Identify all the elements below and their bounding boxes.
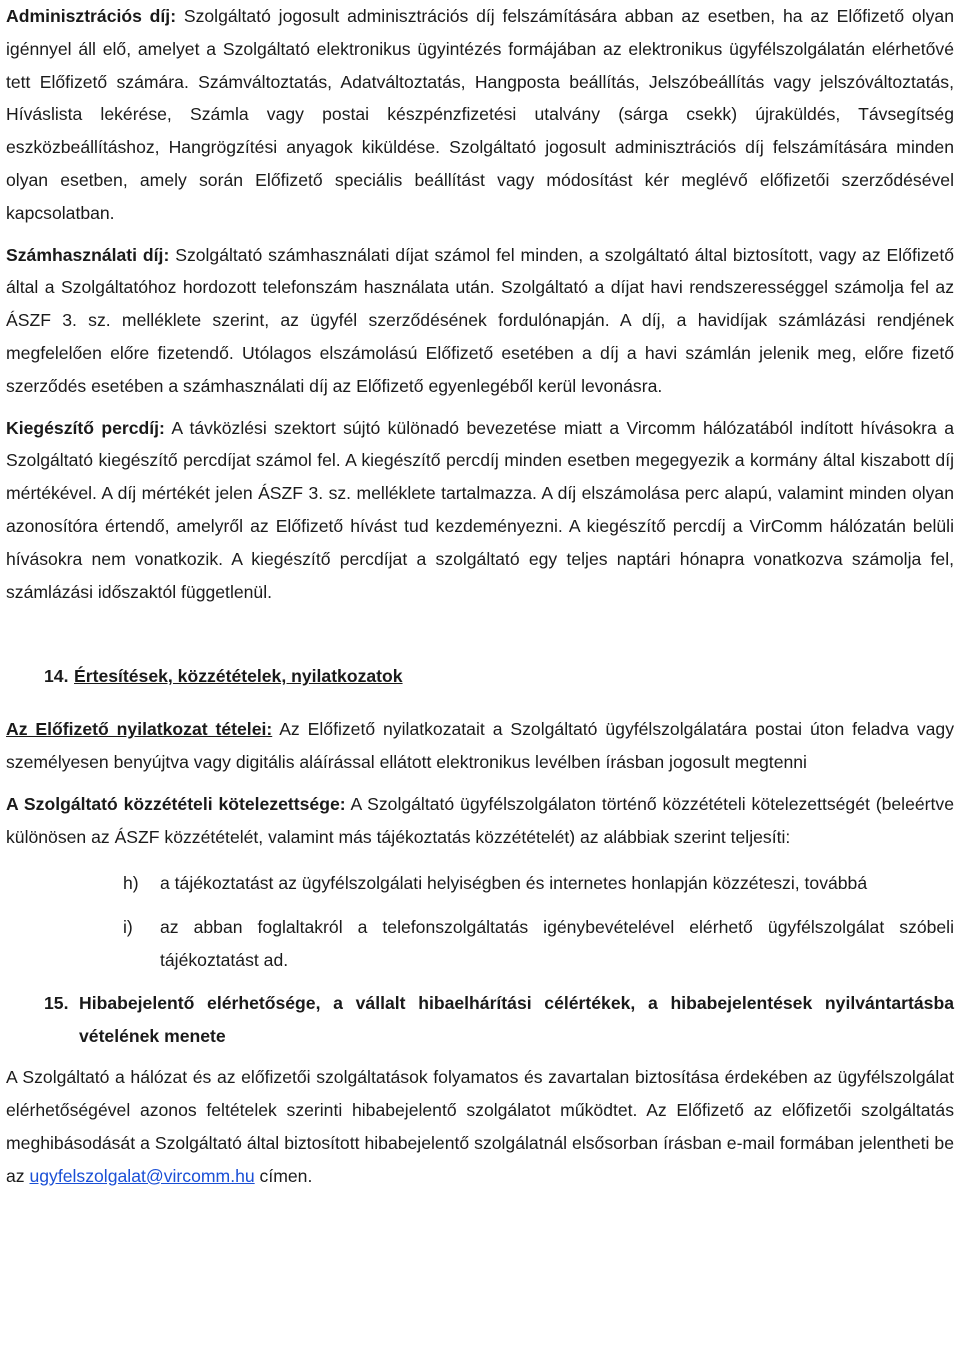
- list-item-text: a tájékoztatást az ügyfélszolgálati helyiségben és internetes honlapján közzéteszi, továbbá: [160, 873, 868, 894]
- list-item-text: az abban foglaltakról a telefonszolgáltatás igénybevételével elérhető ügyfélszolgálat szóbeli tájékoztatást ad.: [160, 917, 954, 970]
- list-item-marker: i): [123, 917, 133, 938]
- admin-fee-text: Szolgáltató jogosult adminisztrációs díj felszámítására abban az esetben, ha az Előfizető olyan igénnyel áll elő, amelyet a Szolgáltató elektronikus ügyintézés formájában az elektronikus ügyfélszolgálatán elérhetővé tett Előfizető számára. Számváltoztatás, Adatváltoztatás, Hangposta beállítás, Jelszóbeállítás vagy jelszóváltoztatás, Híváslista lekérése, Számla vagy postai készpénzfizetési utalvány (sárga csekk) újraküldés, Távsegítség eszközbeállításhoz, Hangrögzítési anyagok kiküldése. Szolgáltató jogosult adminisztrációs díj felszámítására minden olyan esetben, amely során Előfizető speciális beállítást vagy módosítást kér meglévő előfizetői szerződésével kapcsolatban.: [6, 6, 954, 223]
- subscriber-declaration-text: Az Előfizető nyilatkozatait a Szolgáltató ügyfélszolgálatára postai úton feladva vagy személyesen benyújtva vagy digitális aláírással ellátott elektronikus levélben írásban jogosult megtenni: [6, 719, 954, 772]
- supplementary-fee-text: A távközlési szektort sújtó különadó bevezetése miatt a Vircomm hálózatából indított hívásokra a Szolgáltató kiegészítő percdíjat számol fel. A kiegészítő percdíj minden esetben megegyezik a kormány által kiszabott díj mértékével. A díj mértékét jelen ÁSZF 3. sz. melléklete tartalmazza. A díj elszámolása perc alapú, valamint minden olyan azonosítóra értendő, amelyről az Előfizető hívást tud kezdeményezni. A kiegészítő percdíj a VirComm hálózatán belüli hívásokra nem vonatkozik. A kiegészítő percdíjat a szolgáltató egy teljes naptári hónapra vonatkozva számolja fel, számlázási időszaktól függetlenül.: [6, 417, 955, 602]
- section-14-heading: [6, 660, 954, 693]
- number-fee-text: Szolgáltató számhasználati díjat számol fel minden, a szolgáltató által biztosított, vagy az Előfizető által a Szolgáltatóhoz hordozott telefonszám használata után. Szolgáltató a díjat havi rendszerességgel számolja fel az ÁSZF 3. sz. melléklete szerint, az ügyfél szerződésének fordulónapján. A díj, a havidíjak számlázási rendjének megfelelően előre fizetendő. Utólagos elszámolású Előfizető esetében a díj a havi számlán jelenik meg, előre fizető szerződés esetében a számhasználati díj az Előfizető egyenlegéből kerül levonásra.: [6, 244, 955, 396]
- section-15-heading: [6, 987, 954, 1053]
- list-item: [6, 911, 954, 977]
- publication-obligation-text: A Szolgáltató ügyfélszolgálaton történő közzétételi kötelezettségét (beleértve különösen az ÁSZF közzétételét, valamint más tájékoztatás közzétételét) az alábbiak szerint teljesíti:: [6, 793, 954, 847]
- publication-method-list: [6, 867, 954, 976]
- list-item-marker: h): [123, 873, 139, 894]
- section-14-title: Értesítések, közzétételek, nyilatkozatok: [74, 666, 403, 687]
- fault-report-paragraph: [6, 1061, 954, 1192]
- publication-obligation-paragraph: [6, 788, 954, 854]
- section-15-title: Hibabejelentő elérhetősége, a vállalt hibaelhárítási célértékek, a hibabejelentések nyilvántartásba vételének menete: [79, 992, 954, 1046]
- list-item: [6, 867, 954, 900]
- admin-fee-paragraph: [6, 0, 954, 230]
- section-14-number: 14.: [44, 666, 69, 687]
- support-email-link[interactable]: ugyfelszolgalat@vircomm.hu: [29, 1165, 255, 1186]
- admin-fee-label: Adminisztrációs díj:: [6, 6, 177, 26]
- subscriber-declaration-label: Az Előfizető nyilatkozat tételei:: [6, 719, 273, 740]
- supplementary-fee-paragraph: [6, 412, 954, 609]
- section-15-number: 15.: [44, 992, 69, 1013]
- number-fee-paragraph: [6, 239, 954, 403]
- supplementary-fee-label: Kiegészítő percdíj:: [6, 417, 165, 438]
- subscriber-declaration-paragraph: [6, 713, 954, 779]
- publication-obligation-label: A Szolgáltató közzétételi kötelezettsége:: [6, 793, 346, 814]
- fault-report-text: A Szolgáltató a hálózat és az előfizetői szolgáltatások folyamatos és zavartalan biztosítása érdekében az ügyfélszolgálat elérhetőségével azonos feltételek szerinti hibabejelentő szolgálatot működtet. Az Előfizető az előfizetői szolgáltatás meghibásodását a Szolgáltató által biztosított hibabejelentő szolgálatnál elsősorban írásban e-mail formában jelentheti be az: [6, 1067, 954, 1186]
- fault-report-text-end: címen.: [254, 1165, 313, 1186]
- number-fee-label: Számhasználati díj:: [6, 244, 170, 265]
